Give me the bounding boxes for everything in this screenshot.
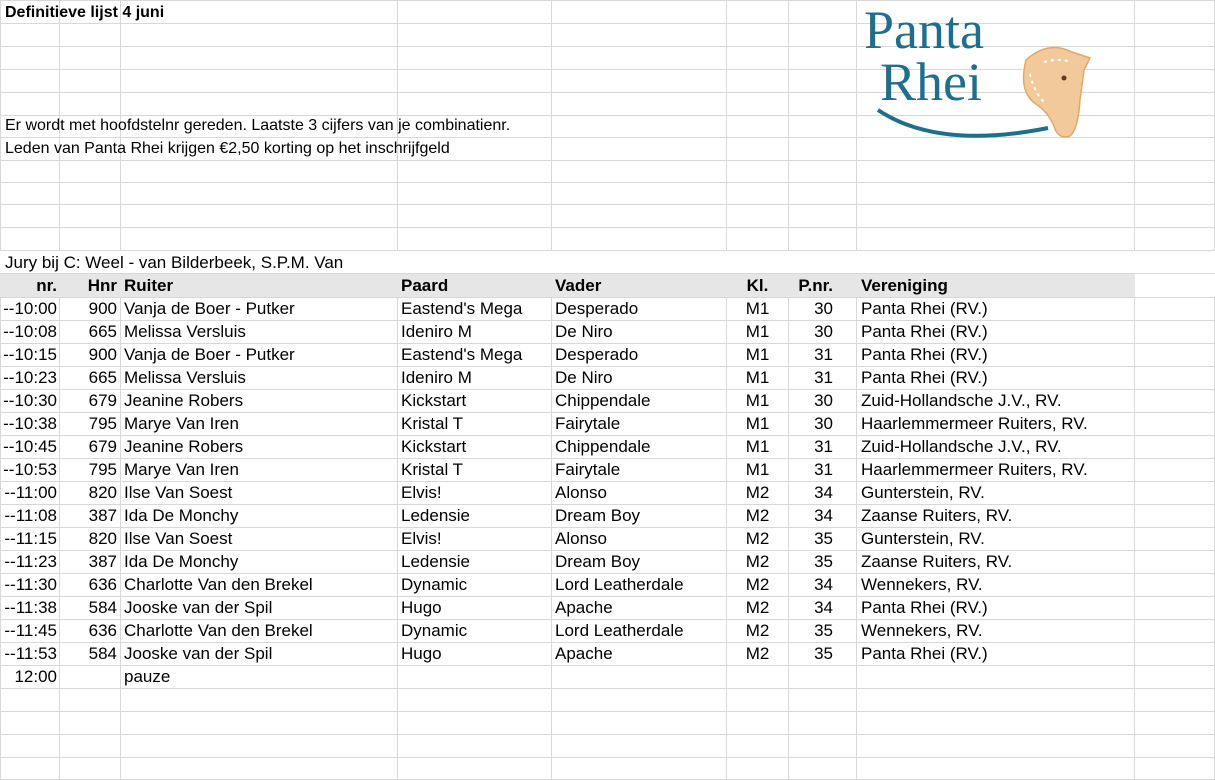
- cell-hnr: 387: [88, 506, 117, 525]
- cell-paard: Elvis!: [401, 483, 442, 502]
- cell-nr: --11:38: [4, 598, 57, 617]
- cell-ruiter: Marye Van Iren: [124, 460, 239, 479]
- cell-hnr: 820: [88, 483, 117, 502]
- cell-kl: M1: [745, 391, 770, 410]
- cell-hnr: 584: [88, 598, 117, 617]
- grid-row-line: [0, 227, 1215, 228]
- cell-hnr: 900: [88, 299, 117, 318]
- cell-paard: Eastend's Mega: [401, 345, 523, 364]
- column-header-pnr: P.nr.: [798, 276, 833, 295]
- cell-vader: Alonso: [555, 529, 607, 548]
- cell-nr: --11:00: [4, 483, 57, 502]
- cell-kl: M1: [745, 460, 770, 479]
- cell-paard: Kristal T: [401, 460, 464, 479]
- cell-pnr: 35: [814, 621, 833, 640]
- grid-row-line: [0, 757, 1215, 758]
- cell-hnr: 795: [88, 414, 117, 433]
- panta-rhei-logo: [858, 0, 1094, 142]
- cell-vader: Fairytale: [555, 460, 621, 479]
- cell-ruiter: Vanja de Boer - Putker: [124, 299, 295, 318]
- cell-ruiter: Jeanine Robers: [124, 437, 244, 456]
- grid-col-line: [788, 297, 789, 780]
- cell-kl: M1: [745, 368, 770, 387]
- grid-col-line: [726, 297, 727, 780]
- cell-ruiter: Vanja de Boer - Putker: [124, 345, 295, 364]
- grid-col-line: [788, 0, 789, 250]
- cell-paard: Kristal T: [401, 414, 464, 433]
- cell-kl: M1: [745, 437, 770, 456]
- cell-ruiter: Ida De Monchy: [124, 506, 239, 525]
- cell-paard: Dynamic: [401, 621, 468, 640]
- cell-kl: M2: [745, 552, 770, 571]
- cell-nr: --10:23: [3, 368, 57, 387]
- cell-hnr: 584: [88, 644, 117, 663]
- cell-hnr: 665: [88, 368, 117, 387]
- cell-vader: Chippendale: [555, 391, 651, 410]
- grid-col-line: [397, 297, 398, 780]
- cell-vader: Fairytale: [555, 414, 621, 433]
- cell-paard: Ideniro M: [401, 322, 472, 341]
- cell-nr: --11:53: [4, 644, 57, 663]
- cell-paard: Kickstart: [401, 391, 467, 410]
- cell-pnr: 30: [814, 414, 833, 433]
- cell-hnr: 679: [88, 391, 117, 410]
- cell-pnr: 34: [814, 598, 833, 617]
- sheet-title: Definitieve lijst 4 juni: [5, 4, 165, 21]
- cell-hnr: 665: [88, 322, 117, 341]
- column-header-hnr: Hnr: [87, 276, 117, 295]
- cell-hnr: 387: [88, 552, 117, 571]
- cell-vereniging: Haarlemmermeer Ruiters, RV.: [861, 460, 1088, 479]
- cell-vereniging: Zuid-Hollandsche J.V., RV.: [861, 391, 1062, 410]
- cell-hnr: 636: [88, 575, 117, 594]
- pause-time: 12:00: [14, 667, 57, 686]
- cell-vader: Dream Boy: [555, 552, 641, 571]
- cell-vereniging: Panta Rhei (RV.): [861, 368, 988, 387]
- cell-vereniging: Zuid-Hollandsche J.V., RV.: [861, 437, 1062, 456]
- grid-col-line: [551, 0, 552, 250]
- cell-paard: Kickstart: [401, 437, 467, 456]
- cell-vereniging: Wennekers, RV.: [861, 575, 983, 594]
- cell-pnr: 35: [814, 552, 833, 571]
- cell-ruiter: Jeanine Robers: [124, 391, 244, 410]
- cell-kl: M2: [745, 483, 770, 502]
- column-header-paard: Paard: [401, 276, 449, 295]
- cell-nr: --11:08: [4, 506, 57, 525]
- cell-pnr: 31: [814, 368, 833, 387]
- cell-kl: M1: [745, 345, 770, 364]
- cell-ruiter: Jooske van der Spil: [124, 644, 273, 663]
- logo-text-rhei: Rhei: [880, 52, 982, 112]
- grid-row-line: [0, 734, 1215, 735]
- cell-pnr: 31: [814, 460, 833, 479]
- cell-vereniging: Panta Rhei (RV.): [861, 644, 988, 663]
- cell-ruiter: Charlotte Van den Brekel: [124, 621, 313, 640]
- cell-vader: Dream Boy: [555, 506, 641, 525]
- cell-hnr: 820: [88, 529, 117, 548]
- cell-vereniging: Panta Rhei (RV.): [861, 598, 988, 617]
- cell-paard: Ideniro M: [401, 368, 472, 387]
- cell-vader: Desperado: [555, 345, 639, 364]
- cell-pnr: 31: [814, 345, 833, 364]
- column-header-vereniging: Vereniging: [861, 276, 948, 295]
- cell-vereniging: Haarlemmermeer Ruiters, RV.: [861, 414, 1088, 433]
- column-header-kl: Kl.: [746, 276, 769, 295]
- column-header-nr: nr.: [36, 276, 57, 295]
- cell-pnr: 34: [814, 575, 833, 594]
- cell-pnr: 30: [814, 322, 833, 341]
- cell-paard: Ledensie: [401, 506, 471, 525]
- pause-label: pauze: [124, 667, 171, 686]
- cell-pnr: 31: [814, 437, 833, 456]
- grid-col-line: [1134, 297, 1135, 780]
- cell-vader: Lord Leatherdale: [555, 575, 684, 594]
- grid-row-line: [0, 204, 1215, 205]
- grid-row-line: [0, 688, 1215, 689]
- cell-hnr: 795: [88, 460, 117, 479]
- cell-kl: M2: [745, 644, 770, 663]
- cell-paard: Hugo: [401, 644, 442, 663]
- note-line-2: Leden van Panta Rhei krijgen €2,50 korting op het inschrijfgeld: [5, 140, 450, 157]
- cell-kl: M2: [745, 529, 770, 548]
- cell-vereniging: Wennekers, RV.: [861, 621, 983, 640]
- cell-pnr: 34: [814, 506, 833, 525]
- grid-col-line: [1134, 0, 1135, 250]
- cell-paard: Ledensie: [401, 552, 471, 571]
- cell-vereniging: Gunterstein, RV.: [861, 483, 985, 502]
- cell-vereniging: Panta Rhei (RV.): [861, 345, 988, 364]
- cell-hnr: 900: [88, 345, 117, 364]
- grid-col-line: [0, 0, 1, 250]
- cell-kl: M2: [745, 621, 770, 640]
- cell-vader: De Niro: [555, 368, 613, 387]
- cell-nr: --10:30: [3, 391, 57, 410]
- column-header-vader: Vader: [555, 276, 602, 295]
- cell-nr: --11:45: [4, 621, 57, 640]
- cell-vader: Alonso: [555, 483, 607, 502]
- cell-vader: Chippendale: [555, 437, 651, 456]
- note-line-1: Er wordt met hoofdstelnr gereden. Laatste 3 cijfers van je combinatienr.: [5, 117, 511, 134]
- cell-kl: M1: [745, 322, 770, 341]
- cell-ruiter: Charlotte Van den Brekel: [124, 575, 313, 594]
- cell-vereniging: Panta Rhei (RV.): [861, 299, 988, 318]
- cell-ruiter: Melissa Versluis: [124, 322, 246, 341]
- cell-nr: --10:53: [3, 460, 57, 479]
- cell-nr: --11:23: [4, 552, 57, 571]
- cell-nr: --10:00: [3, 299, 57, 318]
- cell-pnr: 30: [814, 391, 833, 410]
- grid-col-line: [726, 0, 727, 250]
- cell-paard: Dynamic: [401, 575, 468, 594]
- cell-paard: Eastend's Mega: [401, 299, 523, 318]
- grid-col-line: [856, 0, 857, 250]
- cell-ruiter: Melissa Versluis: [124, 368, 246, 387]
- grid-row-line: [0, 182, 1215, 183]
- cell-vereniging: Zaanse Ruiters, RV.: [861, 552, 1013, 571]
- column-header-ruiter: Ruiter: [124, 276, 174, 295]
- cell-vader: Apache: [555, 644, 613, 663]
- cell-nr: --10:15: [3, 345, 57, 364]
- cell-nr: --10:45: [3, 437, 57, 456]
- cell-kl: M1: [745, 414, 770, 433]
- cell-vereniging: Panta Rhei (RV.): [861, 322, 988, 341]
- cell-vereniging: Gunterstein, RV.: [861, 529, 985, 548]
- cell-ruiter: Ilse Van Soest: [124, 529, 233, 548]
- grid-row-line: [0, 711, 1215, 712]
- cell-vader: Lord Leatherdale: [555, 621, 684, 640]
- cell-vader: De Niro: [555, 322, 613, 341]
- cell-ruiter: Jooske van der Spil: [124, 598, 273, 617]
- cell-ruiter: Marye Van Iren: [124, 414, 239, 433]
- cell-vereniging: Zaanse Ruiters, RV.: [861, 506, 1013, 525]
- grid-col-line: [59, 297, 60, 780]
- cell-vader: Apache: [555, 598, 613, 617]
- grid-col-line: [120, 297, 121, 780]
- cell-nr: --10:08: [3, 322, 57, 341]
- cell-nr: --10:38: [3, 414, 57, 433]
- cell-nr: --11:15: [4, 529, 57, 548]
- cell-paard: Hugo: [401, 598, 442, 617]
- cell-ruiter: Ida De Monchy: [124, 552, 239, 571]
- cell-pnr: 30: [814, 299, 833, 318]
- cell-kl: M2: [745, 506, 770, 525]
- cell-pnr: 35: [814, 529, 833, 548]
- cell-ruiter: Ilse Van Soest: [124, 483, 233, 502]
- cell-nr: --11:30: [4, 575, 57, 594]
- cell-hnr: 636: [88, 621, 117, 640]
- cell-paard: Elvis!: [401, 529, 442, 548]
- cell-kl: M2: [745, 598, 770, 617]
- logo-text-panta: Panta: [864, 0, 984, 60]
- jury-line: Jury bij C: Weel - van Bilderbeek, S.P.M. Van: [5, 253, 344, 272]
- cell-pnr: 34: [814, 483, 833, 502]
- cell-pnr: 35: [814, 644, 833, 663]
- grid-col-line: [551, 297, 552, 780]
- cell-kl: M1: [745, 299, 770, 318]
- grid-col-line: [856, 297, 857, 780]
- cell-kl: M2: [745, 575, 770, 594]
- cell-vader: Desperado: [555, 299, 639, 318]
- cell-hnr: 679: [88, 437, 117, 456]
- grid-row-line: [0, 160, 1215, 161]
